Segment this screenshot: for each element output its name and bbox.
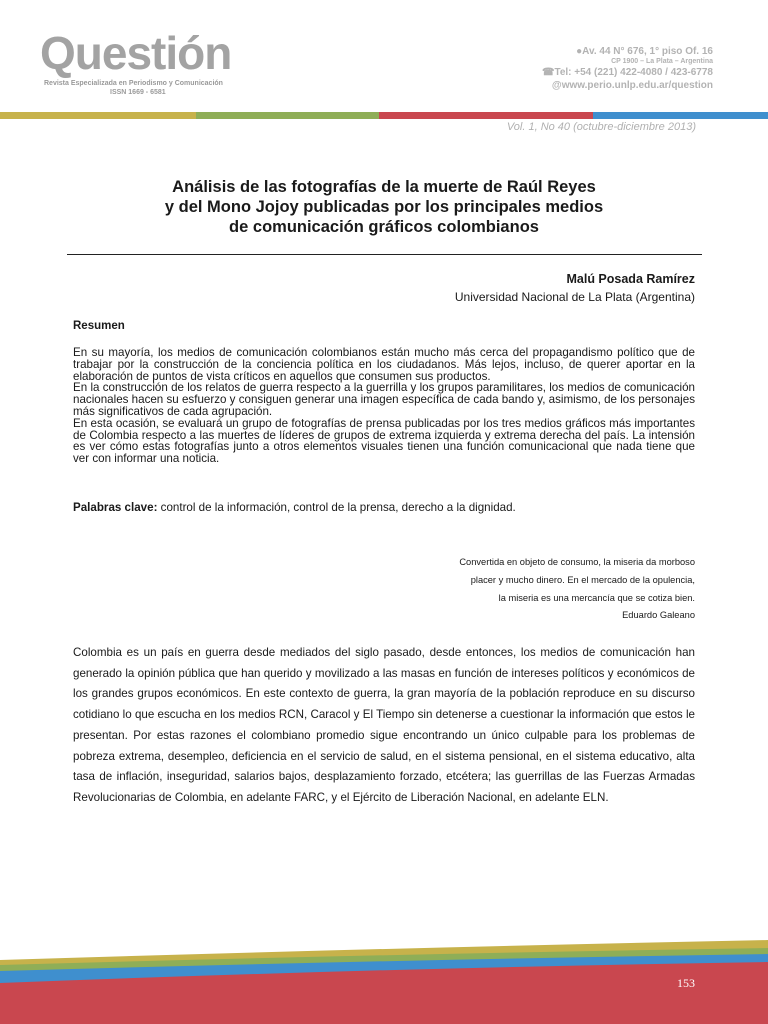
footer-color-band: [0, 938, 768, 1024]
title-line: de comunicación gráficos colombianos: [229, 218, 539, 236]
keywords-list: control de la información, control de la prensa, derecho a la dignidad.: [157, 501, 516, 514]
abstract-paragraph: En esta ocasión, se evaluará un grupo de fotografías de prensa publicadas por los tres medios gráficos más importantes de Colombia respecto a las muertes de líderes de grupos de extrema izquierda y extrema derecha del país. La intensión es ver cómo estas fotografías junto a otros elementos visuales tienen una función comunicacional que nada tiene que ver con informar una noticia.: [73, 416, 695, 466]
phone-icon: ☎: [541, 67, 555, 78]
contact-address: ●Av. 44 N° 676, 1° piso Of. 16: [576, 46, 713, 57]
epigraph-author: Eduardo Galeano: [622, 610, 695, 621]
author-name: Malú Posada Ramírez: [566, 272, 695, 286]
journal-logo: Questión: [40, 27, 232, 79]
article-title: [100, 177, 668, 237]
keywords: [73, 501, 695, 514]
contact-website[interactable]: @www.perio.unlp.edu.ar/question: [551, 80, 713, 91]
contact-phone: ☎Tel: +54 (221) 422-4080 / 423-6778: [541, 67, 713, 78]
volume-info: Vol. 1, No 40 (octubre-diciembre 2013): [506, 121, 696, 133]
keywords-label: Palabras clave:: [73, 501, 158, 514]
body-paragraph: Colombia es un país en guerra desde mediados del siglo pasado, desde entonces, los medios de comunicación han generado la opinión pública que han querido y movilizado a las masas en función de intereses políticos y económicos de los grandes grupos económicos. En este contexto de guerra, la gran mayoría de la población reproduce en su discurso cotidiano lo que escucha en los medios RCN, Caracol y El Tiempo sin detenerse a cuestionar la información que estos le presentan. Por estas razones el colombiano promedio sigue encontrando un único culpable para los problemas de pobreza extrema, desempleo, deficiencia en el servicio de salud, en el sistema pensional, en el sistema educativo, alta tasa de inflación, inseguridad, salarios bajos, desplazamiento forzado, etcétera; las guerrillas de las Fuerzas Armadas Revolucionarias de Colombia, en adelante FARC, y el Ejército de Liberación Nacional, en adelante ELN.: [73, 646, 695, 804]
stripe-red: [379, 112, 593, 119]
epigraph: [459, 554, 695, 625]
stripe-yellow: [0, 112, 196, 119]
author-affiliation: Universidad Nacional de La Plata (Argentina): [454, 290, 695, 304]
abstract-heading: Resumen: [73, 320, 125, 332]
abstract-paragraph: En su mayoría, los medios de comunicación colombianos están mucho más cerca del propagandismo político que de trabajar por la construcción de la conciencia política en los ciudadanos. Más lejos, incluso, de querer aportar en la elaboración de puntos de vista críticos en aquellos que consumen sus productos.: [73, 346, 695, 383]
title-line: y del Mono Jojoy publicadas por los principales medios: [164, 198, 604, 216]
page-number: 153: [677, 976, 695, 990]
epigraph-line: la miseria es una mercancía que se cotiza bien.: [498, 592, 695, 603]
body-text: [73, 643, 695, 809]
logo-issn: ISSN 1669 - 6581: [110, 89, 166, 96]
at-icon: @: [551, 80, 562, 91]
epigraph-line: Convertida en objeto de consumo, la miseria da morboso: [459, 557, 695, 567]
contact-postal: CP 1900 – La Plata – Argentina: [611, 58, 713, 65]
logo-subtitle: Revista Especializada en Periodismo y Comunicación: [44, 80, 223, 87]
header-color-stripe: [0, 112, 768, 119]
abstract-paragraph: En la construcción de los relatos de guerra respecto a la guerrilla y los grupos paramilitares, los medios de comunicación nacionales hacen su esfuerzo y consiguen generar una imagen específica de cada bando y, asimismo, de los personajes más significativos de cada agrupación.: [73, 381, 695, 418]
location-pin-icon: ●: [576, 46, 583, 57]
stripe-green: [196, 112, 379, 119]
title-line: Análisis de las fotografías de la muerte de Raúl Reyes: [172, 178, 596, 196]
abstract-body: [73, 347, 695, 465]
epigraph-line: placer y mucho dinero. En el mercado de la opulencia,: [470, 574, 695, 585]
stripe-blue: [593, 112, 768, 119]
title-divider: [67, 254, 702, 255]
